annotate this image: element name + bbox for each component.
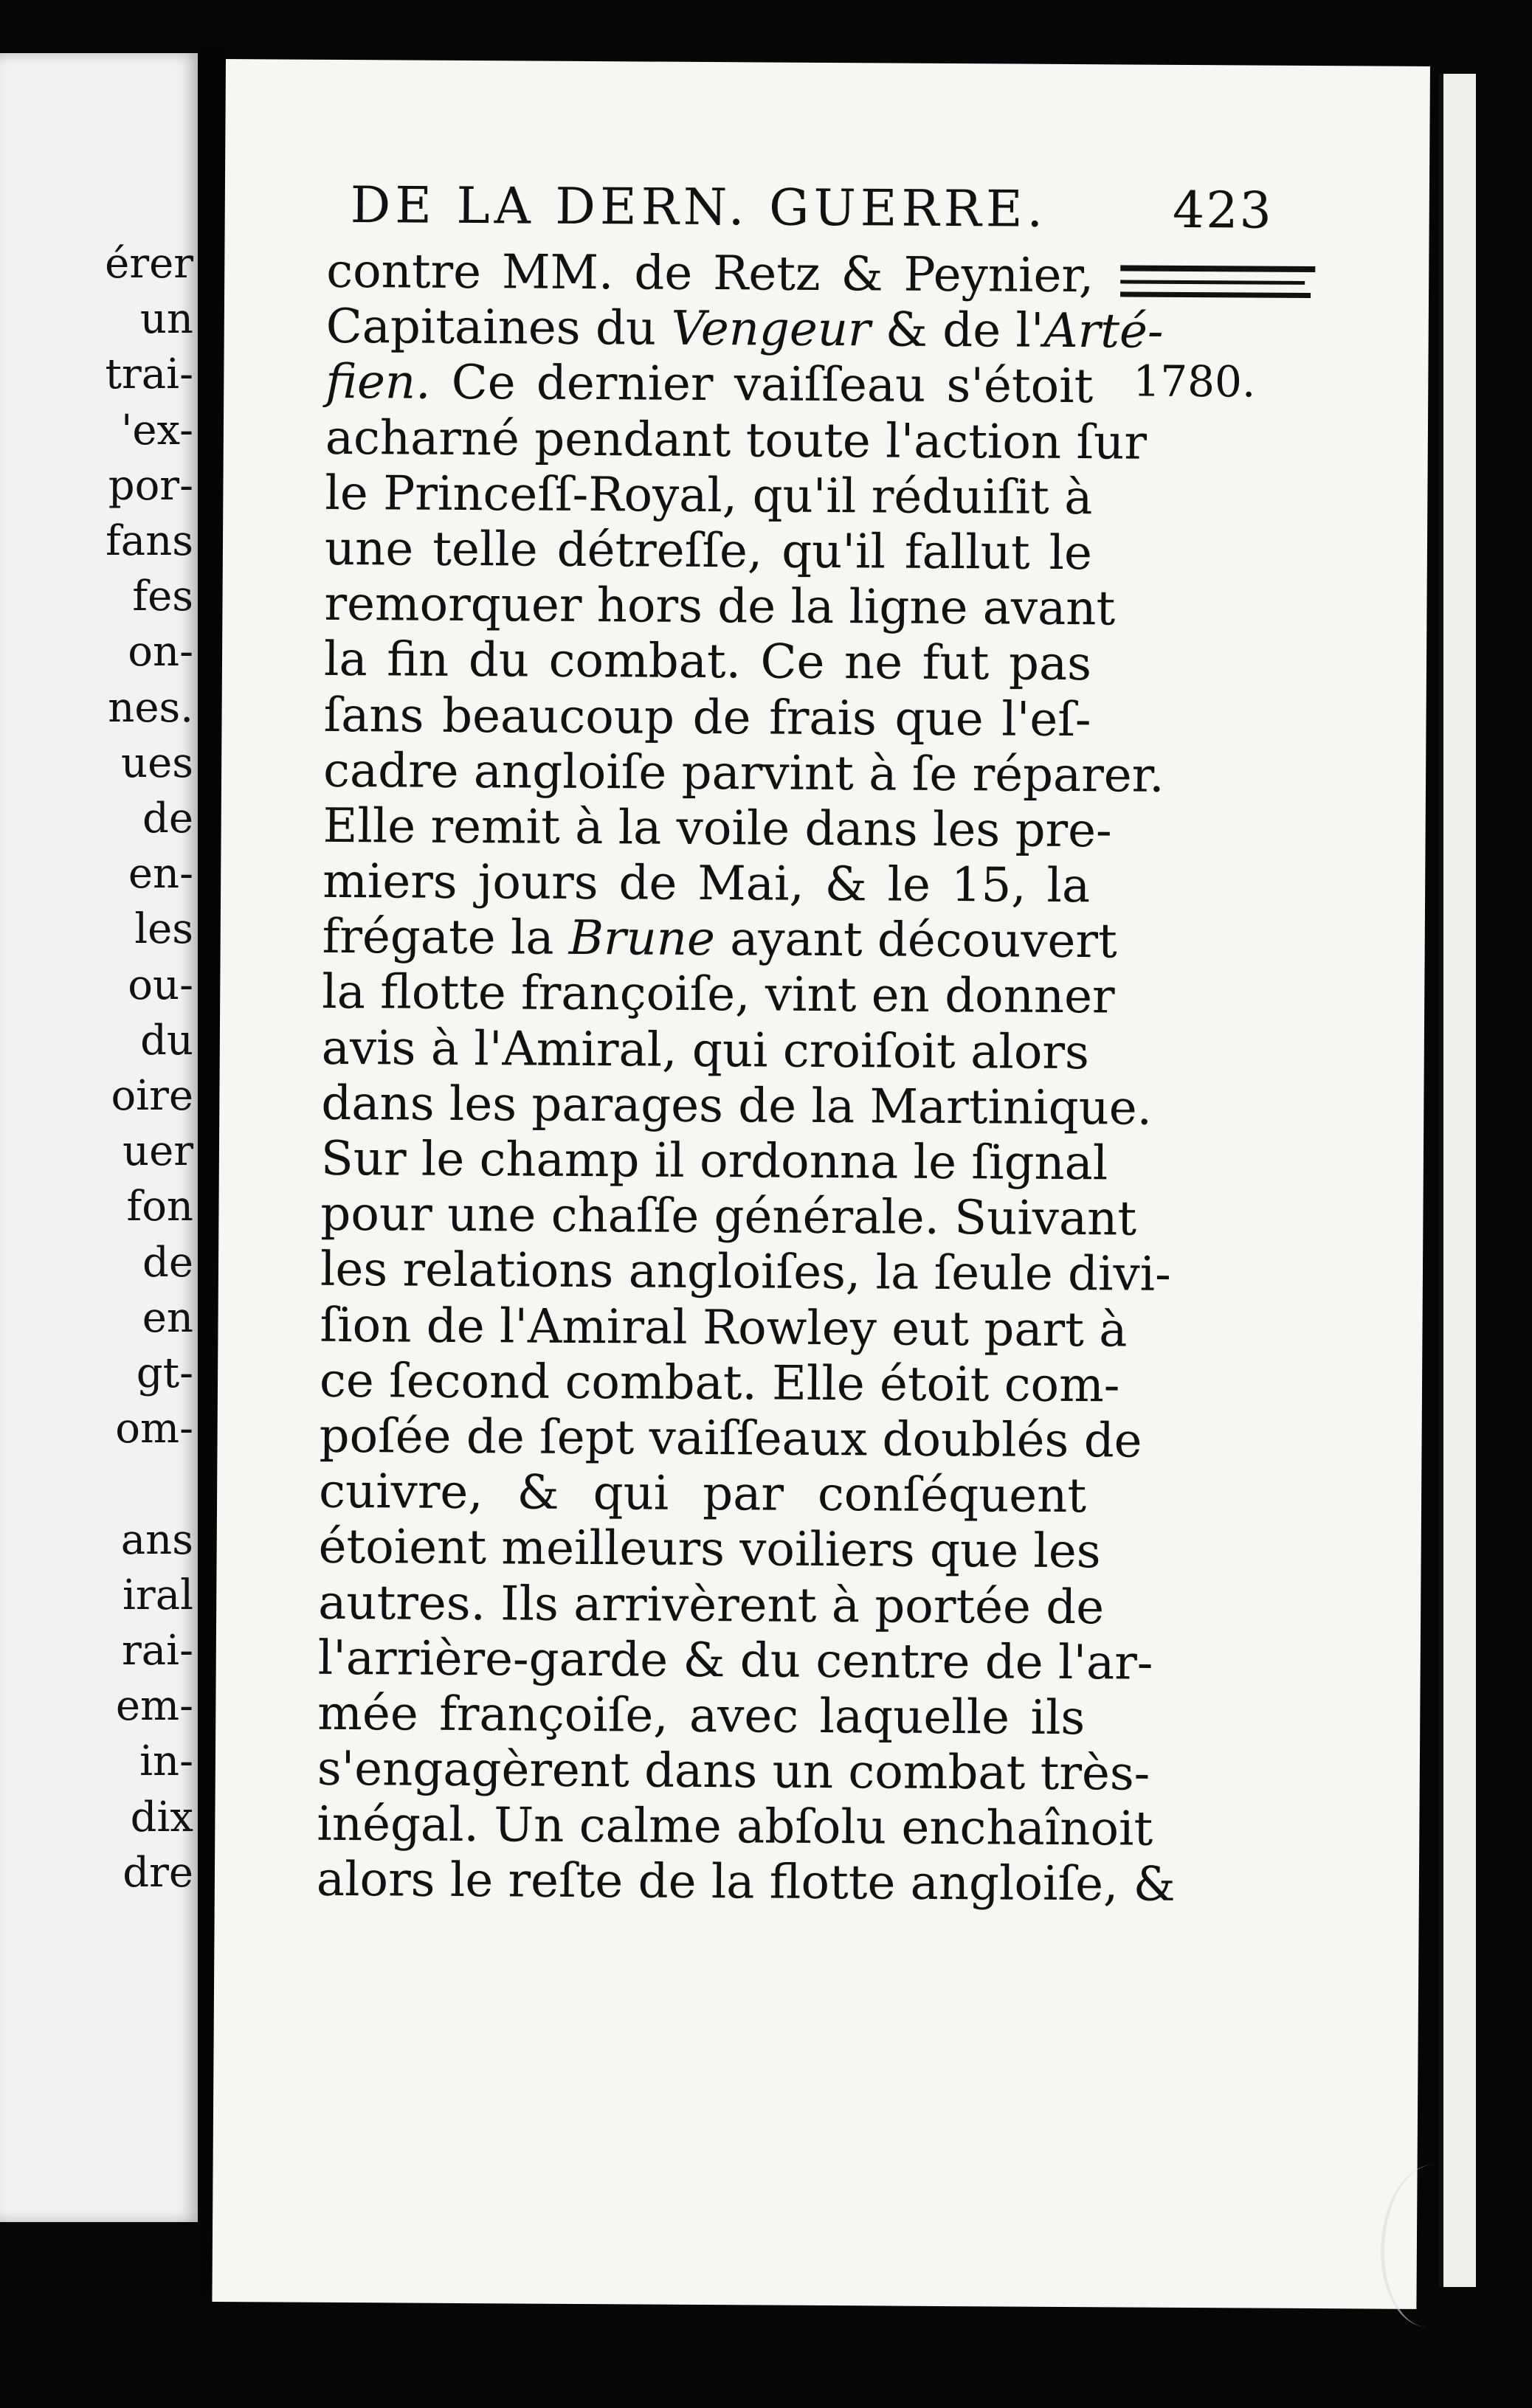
- text-line: alors le reſte de la flotte angloiſe, &: [316, 1852, 1176, 1913]
- left-page-fragment: de: [142, 1238, 193, 1287]
- left-page-fragment: 'ex-: [120, 406, 193, 454]
- text-line: la flotte françoiſe, vint en donner: [322, 965, 1115, 1025]
- text-line: les relations angloiſes, la ſeule divi-: [320, 1242, 1171, 1303]
- margin-rule: [1120, 291, 1311, 298]
- margin-rule: [1120, 265, 1315, 272]
- text-line: autres. Ils arrivèrent à portée de: [317, 1575, 1105, 1635]
- left-page-fragment: un: [139, 295, 193, 344]
- text-line: inégal. Un calme abſolu enchaînoit: [317, 1797, 1153, 1857]
- left-page-fragment: fon: [126, 1183, 193, 1231]
- left-page-fragment: iral: [123, 1571, 193, 1619]
- left-page-fragment: fans: [106, 517, 193, 565]
- left-page-fragment: les: [134, 905, 193, 954]
- left-page-fragment: nes.: [108, 683, 193, 732]
- text-line: ce ſecond combat. Elle étoit com-: [319, 1353, 1120, 1414]
- text-line: la fin du combat. Ce ne fut pas: [323, 632, 1092, 692]
- left-page-fragment: du: [140, 1016, 193, 1065]
- running-title: DE LA DERN. GUERRE.: [350, 176, 1048, 239]
- text-line: frégate la Brune ayant découvert: [322, 910, 1117, 969]
- text-line: dans les parages de la Martinique.: [321, 1076, 1153, 1136]
- running-head: [351, 176, 1273, 241]
- left-page-fragment: por-: [108, 461, 193, 510]
- left-page-fragment: érer: [105, 240, 193, 288]
- text-line: fien. Ce dernier vaiſſeau s'étoit: [325, 355, 1094, 415]
- left-page-fragment: dix: [130, 1793, 193, 1841]
- text-line: le Princeſſ-Royal, qu'il réduiſit à: [325, 466, 1093, 525]
- left-page-fragment: om-: [115, 1405, 193, 1453]
- left-page: [0, 53, 198, 2222]
- text-line: remorquer hors de la ligne avant: [324, 576, 1116, 637]
- left-page-fragment: uer: [123, 1127, 193, 1176]
- left-page-fragment: dre: [123, 1848, 193, 1897]
- left-page-fragment: gt-: [136, 1349, 193, 1397]
- text-line: avis à l'Amiral, qui croiſoit alors: [321, 1020, 1090, 1080]
- left-page-fragment: ou-: [128, 961, 193, 1009]
- left-page-fragment: rai-: [122, 1627, 193, 1675]
- text-line: poſée de ſept vaiſſeaux doublés de: [319, 1408, 1142, 1469]
- text-line: étoient meilleurs voiliers que les: [318, 1520, 1101, 1580]
- text-line: cuivre, & qui par conſéquent: [318, 1464, 1087, 1524]
- text-line: ſion de l'Amiral Rowley eut part à: [320, 1298, 1128, 1358]
- text-line: pour une chaſſe générale. Suivant: [320, 1187, 1137, 1247]
- left-page-fragment: on-: [128, 628, 193, 677]
- left-page-fragment: in-: [139, 1737, 193, 1786]
- text-line: acharné pendant toute l'action ſur: [325, 410, 1148, 471]
- text-line: s'engagèrent dans un combat très-: [317, 1741, 1150, 1802]
- text-line: Elle remit à la voile dans les pre-: [322, 798, 1112, 859]
- page-number: 423: [1172, 181, 1274, 241]
- text-line: une telle détreſſe, qu'il fallut le: [324, 521, 1093, 581]
- right-page: [212, 59, 1430, 2309]
- text-line: cadre angloiſe parvint à ſe réparer.: [322, 743, 1164, 803]
- margin-year: 1780.: [1133, 356, 1256, 407]
- left-page-fragment: en-: [128, 850, 193, 899]
- left-page-fragment: trai-: [105, 350, 193, 399]
- left-page-fragment: oire: [111, 1072, 193, 1120]
- left-page-fragment: de: [142, 795, 193, 843]
- left-page-fragment: em-: [115, 1682, 193, 1731]
- left-page-fragment: ans: [120, 1515, 193, 1564]
- text-line: l'arrière-garde & du centre de l'ar-: [317, 1630, 1153, 1691]
- body-text: [316, 243, 1176, 1913]
- text-line: miers jours de Mai, & le 15, la: [322, 854, 1091, 914]
- text-line: ſans beaucoup de frais que l'eſ-: [323, 688, 1091, 747]
- text-line: mée françoiſe, avec laquelle ils: [317, 1686, 1086, 1746]
- text-line: contre MM. de Retz & Peynier,: [326, 243, 1094, 304]
- left-page-fragment: ues: [121, 738, 193, 787]
- margin-rule: [1120, 280, 1305, 285]
- left-page-fragment: en: [142, 1293, 193, 1342]
- text-line: Capitaines du Vengeur & de l'Arté-: [325, 300, 1164, 359]
- page-edge: [1439, 74, 1476, 2287]
- left-page-fragment: fes: [132, 572, 193, 621]
- text-line: Sur le champ il ordonna le ſignal: [320, 1131, 1108, 1191]
